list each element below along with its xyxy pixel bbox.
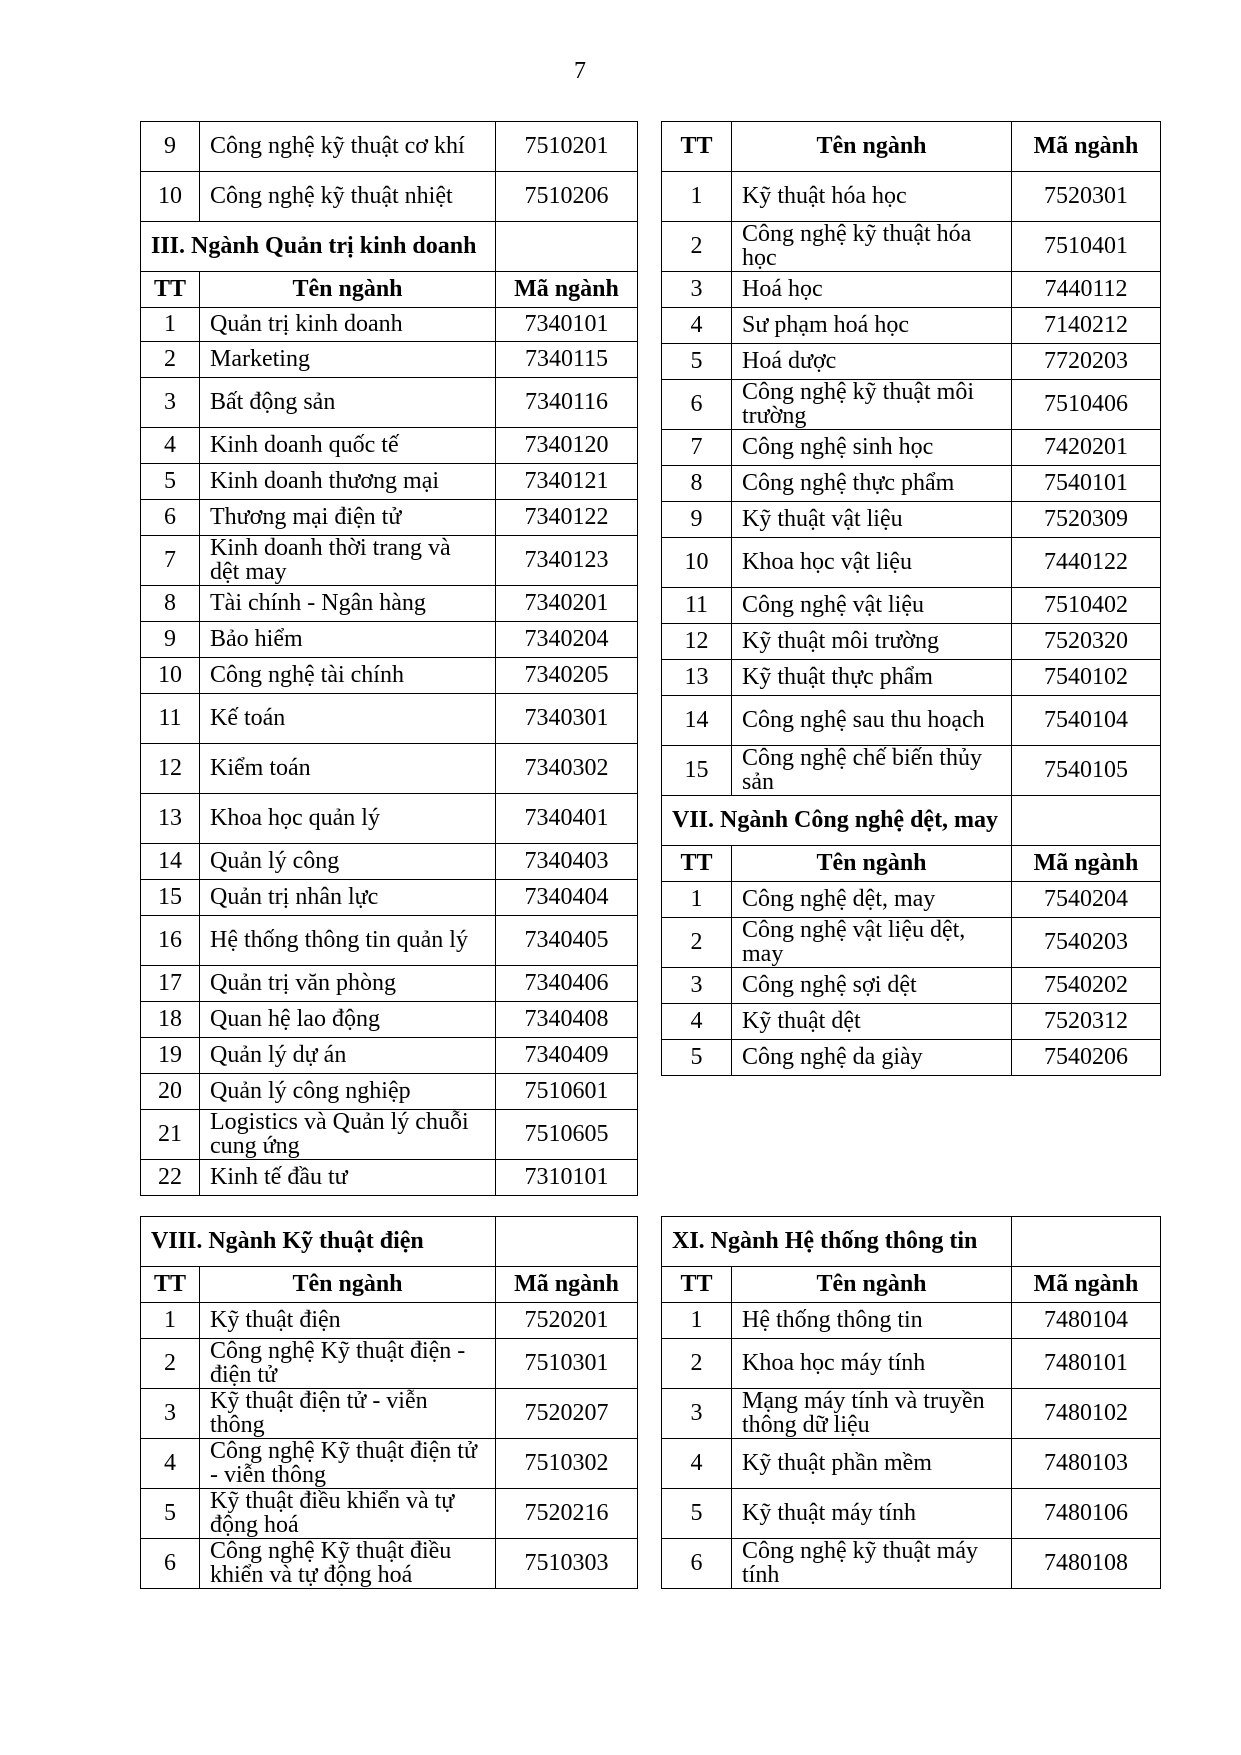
name-cell: Công nghệ da giày: [732, 1040, 1012, 1076]
table-row: [662, 502, 1161, 538]
name-cell: Công nghệ chế biến thủy sản: [732, 746, 1012, 796]
tt-cell: 6: [662, 380, 732, 430]
name-cell: Quản lý công nghiệp: [200, 1074, 496, 1110]
tt-cell: 21: [141, 1110, 200, 1160]
code-cell: 7540203: [1012, 918, 1161, 968]
header-tt: TT: [141, 1267, 200, 1303]
tt-cell: 1: [662, 172, 732, 222]
table-row: [141, 966, 638, 1002]
code-cell: 7510303: [496, 1539, 638, 1589]
code-cell: 7720203: [1012, 344, 1161, 380]
code-cell: 7480102: [1012, 1389, 1161, 1439]
name-cell: Công nghệ kỹ thuật máy tính: [732, 1539, 1012, 1589]
header-row: [662, 846, 1161, 882]
tt-cell: 1: [141, 308, 200, 342]
tt-cell: 19: [141, 1038, 200, 1074]
table-right-bottom: [661, 1216, 1161, 1589]
table-body-a: [662, 122, 1161, 1076]
table-row: [141, 1110, 638, 1160]
tt-cell: 8: [662, 466, 732, 502]
tt-cell: 15: [662, 746, 732, 796]
tt-cell: 5: [141, 1489, 200, 1539]
table-row: [662, 660, 1161, 696]
code-cell: 7340403: [496, 844, 638, 880]
table-row: [662, 344, 1161, 380]
name-cell: Khoa học quản lý: [200, 794, 496, 844]
tt-cell: 3: [141, 378, 200, 428]
code-cell: 7440112: [1012, 272, 1161, 308]
table-row: [662, 588, 1161, 624]
table-row: [141, 536, 638, 586]
tt-cell: 5: [141, 464, 200, 500]
name-cell: Công nghệ Kỹ thuật điện tử - viễn thông: [200, 1439, 496, 1489]
section-row: [662, 1217, 1161, 1267]
table-row: [662, 1004, 1161, 1040]
tt-cell: 8: [141, 586, 200, 622]
name-cell: Kinh tế đầu tư: [200, 1160, 496, 1196]
tt-cell: 15: [141, 880, 200, 916]
table-row: [141, 622, 638, 658]
code-cell: 7520207: [496, 1389, 638, 1439]
name-cell: Quản trị văn phòng: [200, 966, 496, 1002]
tt-cell: 5: [662, 1489, 732, 1539]
name-cell: Kỹ thuật hóa học: [732, 172, 1012, 222]
code-cell: 7440122: [1012, 538, 1161, 588]
tt-cell: 13: [662, 660, 732, 696]
table-row: [662, 696, 1161, 746]
code-cell: 7520320: [1012, 624, 1161, 660]
table-row: [662, 1339, 1161, 1389]
table-row: [141, 1339, 638, 1389]
code-cell: 7480106: [1012, 1489, 1161, 1539]
table-row: [662, 746, 1161, 796]
code-cell: 7340120: [496, 428, 638, 464]
code-cell: 7510402: [1012, 588, 1161, 624]
tt-cell: 9: [141, 122, 200, 172]
code-cell: 7340115: [496, 342, 638, 378]
tt-cell: 9: [141, 622, 200, 658]
section-row: [141, 222, 638, 272]
header-tt: TT: [662, 1267, 732, 1303]
code-cell: 7340408: [496, 1002, 638, 1038]
name-cell: Công nghệ vật liệu dệt, may: [732, 918, 1012, 968]
name-cell: Quan hệ lao động: [200, 1002, 496, 1038]
code-cell: 7510302: [496, 1439, 638, 1489]
tt-cell: 1: [662, 1303, 732, 1339]
name-cell: Công nghệ kỹ thuật môi trường: [732, 380, 1012, 430]
code-cell: 7520312: [1012, 1004, 1161, 1040]
code-cell: 7340201: [496, 586, 638, 622]
name-cell: Kinh doanh thời trang và dệt may: [200, 536, 496, 586]
empty-cell: [496, 1217, 638, 1267]
table-row: [662, 968, 1161, 1004]
tt-cell: 2: [141, 1339, 200, 1389]
name-cell: Công nghệ thực phẩm: [732, 466, 1012, 502]
table-row: [141, 1389, 638, 1439]
table-row: [141, 1038, 638, 1074]
tt-cell: 3: [662, 272, 732, 308]
tt-cell: 11: [141, 694, 200, 744]
code-cell: 7480101: [1012, 1339, 1161, 1389]
code-cell: 7520201: [496, 1303, 638, 1339]
tt-cell: 22: [141, 1160, 200, 1196]
code-cell: 7480103: [1012, 1439, 1161, 1489]
name-cell: Kỹ thuật vật liệu: [732, 502, 1012, 538]
name-cell: Bảo hiểm: [200, 622, 496, 658]
name-cell: Công nghệ kỹ thuật hóa học: [732, 222, 1012, 272]
code-cell: 7340204: [496, 622, 638, 658]
tt-cell: 2: [662, 918, 732, 968]
table-row: [141, 1074, 638, 1110]
table-row: [141, 1160, 638, 1196]
table-row: [662, 380, 1161, 430]
table-row: [662, 222, 1161, 272]
tt-cell: 12: [141, 744, 200, 794]
tt-cell: 7: [662, 430, 732, 466]
table-row: [662, 1439, 1161, 1489]
tt-cell: 11: [662, 588, 732, 624]
code-cell: 7540105: [1012, 746, 1161, 796]
table-row: [141, 844, 638, 880]
name-cell: Quản trị nhân lực: [200, 880, 496, 916]
tt-cell: 9: [662, 502, 732, 538]
name-cell: Kiểm toán: [200, 744, 496, 794]
table-row: [141, 172, 638, 222]
name-cell: Hệ thống thông tin quản lý: [200, 916, 496, 966]
empty-cell: [496, 222, 638, 272]
table-row: [662, 466, 1161, 502]
table-row: [141, 428, 638, 464]
code-cell: 7510301: [496, 1339, 638, 1389]
name-cell: Sư phạm hoá học: [732, 308, 1012, 344]
table-left-bottom: [140, 1216, 638, 1589]
name-cell: Kỹ thuật điều khiển và tự động hoá: [200, 1489, 496, 1539]
name-cell: Công nghệ dệt, may: [732, 882, 1012, 918]
page-number: 7: [574, 58, 586, 84]
code-cell: 7340205: [496, 658, 638, 694]
tt-cell: 2: [662, 1339, 732, 1389]
tt-cell: 14: [662, 696, 732, 746]
name-cell: Kỹ thuật thực phẩm: [732, 660, 1012, 696]
name-cell: Hệ thống thông tin: [732, 1303, 1012, 1339]
code-cell: 7540104: [1012, 696, 1161, 746]
table-row: [662, 172, 1161, 222]
section-title: XI. Ngành Hệ thống thông tin: [662, 1217, 1012, 1267]
name-cell: Công nghệ sinh học: [732, 430, 1012, 466]
name-cell: Công nghệ vật liệu: [732, 588, 1012, 624]
table-body: [141, 1217, 638, 1589]
code-cell: 7520309: [1012, 502, 1161, 538]
section-title: VII. Ngành Công nghệ dệt, may: [662, 796, 1012, 846]
name-cell: Khoa học vật liệu: [732, 538, 1012, 588]
header-tt: TT: [141, 272, 200, 308]
code-cell: 7510406: [1012, 380, 1161, 430]
tt-cell: 3: [141, 1389, 200, 1439]
table-row: [141, 586, 638, 622]
table-row: [662, 430, 1161, 466]
table-row: [141, 744, 638, 794]
header-tt: TT: [662, 122, 732, 172]
tt-cell: 4: [141, 428, 200, 464]
header-name: Tên ngành: [200, 272, 496, 308]
code-cell: 7480104: [1012, 1303, 1161, 1339]
code-cell: 7340122: [496, 500, 638, 536]
code-cell: 7510401: [1012, 222, 1161, 272]
table-row: [662, 1489, 1161, 1539]
code-cell: 7340116: [496, 378, 638, 428]
name-cell: Công nghệ kỹ thuật cơ khí: [200, 122, 496, 172]
table-row: [662, 1040, 1161, 1076]
name-cell: Kỹ thuật môi trường: [732, 624, 1012, 660]
name-cell: Công nghệ Kỹ thuật điện - điện tử: [200, 1339, 496, 1389]
tt-cell: 10: [662, 538, 732, 588]
empty-cell: [1012, 796, 1161, 846]
tt-cell: 6: [141, 1539, 200, 1589]
name-cell: Quản trị kinh doanh: [200, 308, 496, 342]
table-row: [141, 122, 638, 172]
name-cell: Kỹ thuật máy tính: [732, 1489, 1012, 1539]
section-title: VIII. Ngành Kỹ thuật điện: [141, 1217, 496, 1267]
code-cell: 7140212: [1012, 308, 1161, 344]
table-row: [141, 1539, 638, 1589]
tt-cell: 5: [662, 344, 732, 380]
name-cell: Hoá dược: [732, 344, 1012, 380]
name-cell: Công nghệ kỹ thuật nhiệt: [200, 172, 496, 222]
name-cell: Mạng máy tính và truyền thông dữ liệu: [732, 1389, 1012, 1439]
table-row: [141, 1439, 638, 1489]
code-cell: 7310101: [496, 1160, 638, 1196]
table-row: [141, 880, 638, 916]
table-row: [662, 538, 1161, 588]
tt-cell: 1: [662, 882, 732, 918]
name-cell: Công nghệ sau thu hoạch: [732, 696, 1012, 746]
code-cell: 7340121: [496, 464, 638, 500]
code-cell: 7510206: [496, 172, 638, 222]
code-cell: 7340302: [496, 744, 638, 794]
tt-cell: 10: [141, 658, 200, 694]
name-cell: Marketing: [200, 342, 496, 378]
table-row: [141, 342, 638, 378]
header-tt: TT: [662, 846, 732, 882]
name-cell: Bất động sản: [200, 378, 496, 428]
table-left-top: [140, 121, 638, 1196]
table-row: [141, 916, 638, 966]
name-cell: Kinh doanh thương mại: [200, 464, 496, 500]
tt-cell: 13: [141, 794, 200, 844]
code-cell: 7340301: [496, 694, 638, 744]
tt-cell: 10: [141, 172, 200, 222]
name-cell: Kế toán: [200, 694, 496, 744]
header-code: Mã ngành: [496, 272, 638, 308]
code-cell: 7340409: [496, 1038, 638, 1074]
tt-cell: 12: [662, 624, 732, 660]
name-cell: Quản lý công: [200, 844, 496, 880]
code-cell: 7340406: [496, 966, 638, 1002]
tt-cell: 4: [662, 308, 732, 344]
code-cell: 7540101: [1012, 466, 1161, 502]
tt-cell: 5: [662, 1040, 732, 1076]
table-row: [141, 308, 638, 342]
table-body: [141, 122, 638, 1196]
name-cell: Tài chính - Ngân hàng: [200, 586, 496, 622]
tt-cell: 3: [662, 1389, 732, 1439]
table-row: [141, 1303, 638, 1339]
tt-cell: 2: [662, 222, 732, 272]
name-cell: Hoá học: [732, 272, 1012, 308]
code-cell: 7510605: [496, 1110, 638, 1160]
header-code: Mã ngành: [1012, 122, 1161, 172]
table-row: [662, 308, 1161, 344]
name-cell: Thương mại điện tử: [200, 500, 496, 536]
table-row: [141, 464, 638, 500]
tt-cell: 17: [141, 966, 200, 1002]
code-cell: 7520216: [496, 1489, 638, 1539]
table-row: [662, 624, 1161, 660]
name-cell: Kỹ thuật phần mềm: [732, 1439, 1012, 1489]
tt-cell: 7: [141, 536, 200, 586]
header-row: [662, 122, 1161, 172]
tt-cell: 6: [141, 500, 200, 536]
tt-cell: 4: [662, 1004, 732, 1040]
header-name: Tên ngành: [732, 846, 1012, 882]
header-row: [141, 1267, 638, 1303]
header-code: Mã ngành: [1012, 846, 1161, 882]
name-cell: Công nghệ Kỹ thuật điều khiển và tự động hoá: [200, 1539, 496, 1589]
table-row: [662, 1389, 1161, 1439]
table-row: [141, 794, 638, 844]
section-row: [662, 796, 1161, 846]
name-cell: Kỹ thuật điện tử - viễn thông: [200, 1389, 496, 1439]
code-cell: 7510201: [496, 122, 638, 172]
code-cell: 7540204: [1012, 882, 1161, 918]
code-cell: 7480108: [1012, 1539, 1161, 1589]
code-cell: 7420201: [1012, 430, 1161, 466]
table-row: [141, 500, 638, 536]
name-cell: Quản lý dự án: [200, 1038, 496, 1074]
table-right-top: [661, 121, 1161, 1076]
tt-cell: 16: [141, 916, 200, 966]
name-cell: Kinh doanh quốc tế: [200, 428, 496, 464]
table-row: [141, 1002, 638, 1038]
tt-cell: 3: [662, 968, 732, 1004]
tt-cell: 2: [141, 342, 200, 378]
code-cell: 7540206: [1012, 1040, 1161, 1076]
name-cell: Logistics và Quản lý chuỗi cung ứng: [200, 1110, 496, 1160]
table-row: [141, 658, 638, 694]
name-cell: Khoa học máy tính: [732, 1339, 1012, 1389]
table-row: [141, 378, 638, 428]
header-code: Mã ngành: [496, 1267, 638, 1303]
tt-cell: 4: [662, 1439, 732, 1489]
code-cell: 7340101: [496, 308, 638, 342]
tt-cell: 6: [662, 1539, 732, 1589]
section-row: [141, 1217, 638, 1267]
tt-cell: 20: [141, 1074, 200, 1110]
header-name: Tên ngành: [732, 122, 1012, 172]
table-row: [662, 272, 1161, 308]
tt-cell: 14: [141, 844, 200, 880]
header-code: Mã ngành: [1012, 1267, 1161, 1303]
table-body: [662, 1217, 1161, 1589]
code-cell: 7510601: [496, 1074, 638, 1110]
name-cell: Kỹ thuật điện: [200, 1303, 496, 1339]
empty-cell: [1012, 1217, 1161, 1267]
section-title: III. Ngành Quản trị kinh doanh: [141, 222, 496, 272]
tt-cell: 1: [141, 1303, 200, 1339]
code-cell: 7340405: [496, 916, 638, 966]
table-row: [662, 882, 1161, 918]
tt-cell: 4: [141, 1439, 200, 1489]
table-row: [662, 918, 1161, 968]
header-row: [662, 1267, 1161, 1303]
header-row: [141, 272, 638, 308]
table-row: [141, 1489, 638, 1539]
code-cell: 7540202: [1012, 968, 1161, 1004]
code-cell: 7520301: [1012, 172, 1161, 222]
name-cell: Công nghệ tài chính: [200, 658, 496, 694]
code-cell: 7340404: [496, 880, 638, 916]
tt-cell: 18: [141, 1002, 200, 1038]
header-name: Tên ngành: [732, 1267, 1012, 1303]
code-cell: 7340123: [496, 536, 638, 586]
code-cell: 7340401: [496, 794, 638, 844]
table-row: [662, 1539, 1161, 1589]
header-name: Tên ngành: [200, 1267, 496, 1303]
table-row: [141, 694, 638, 744]
code-cell: 7540102: [1012, 660, 1161, 696]
name-cell: Kỹ thuật dệt: [732, 1004, 1012, 1040]
name-cell: Công nghệ sợi dệt: [732, 968, 1012, 1004]
table-row: [662, 1303, 1161, 1339]
